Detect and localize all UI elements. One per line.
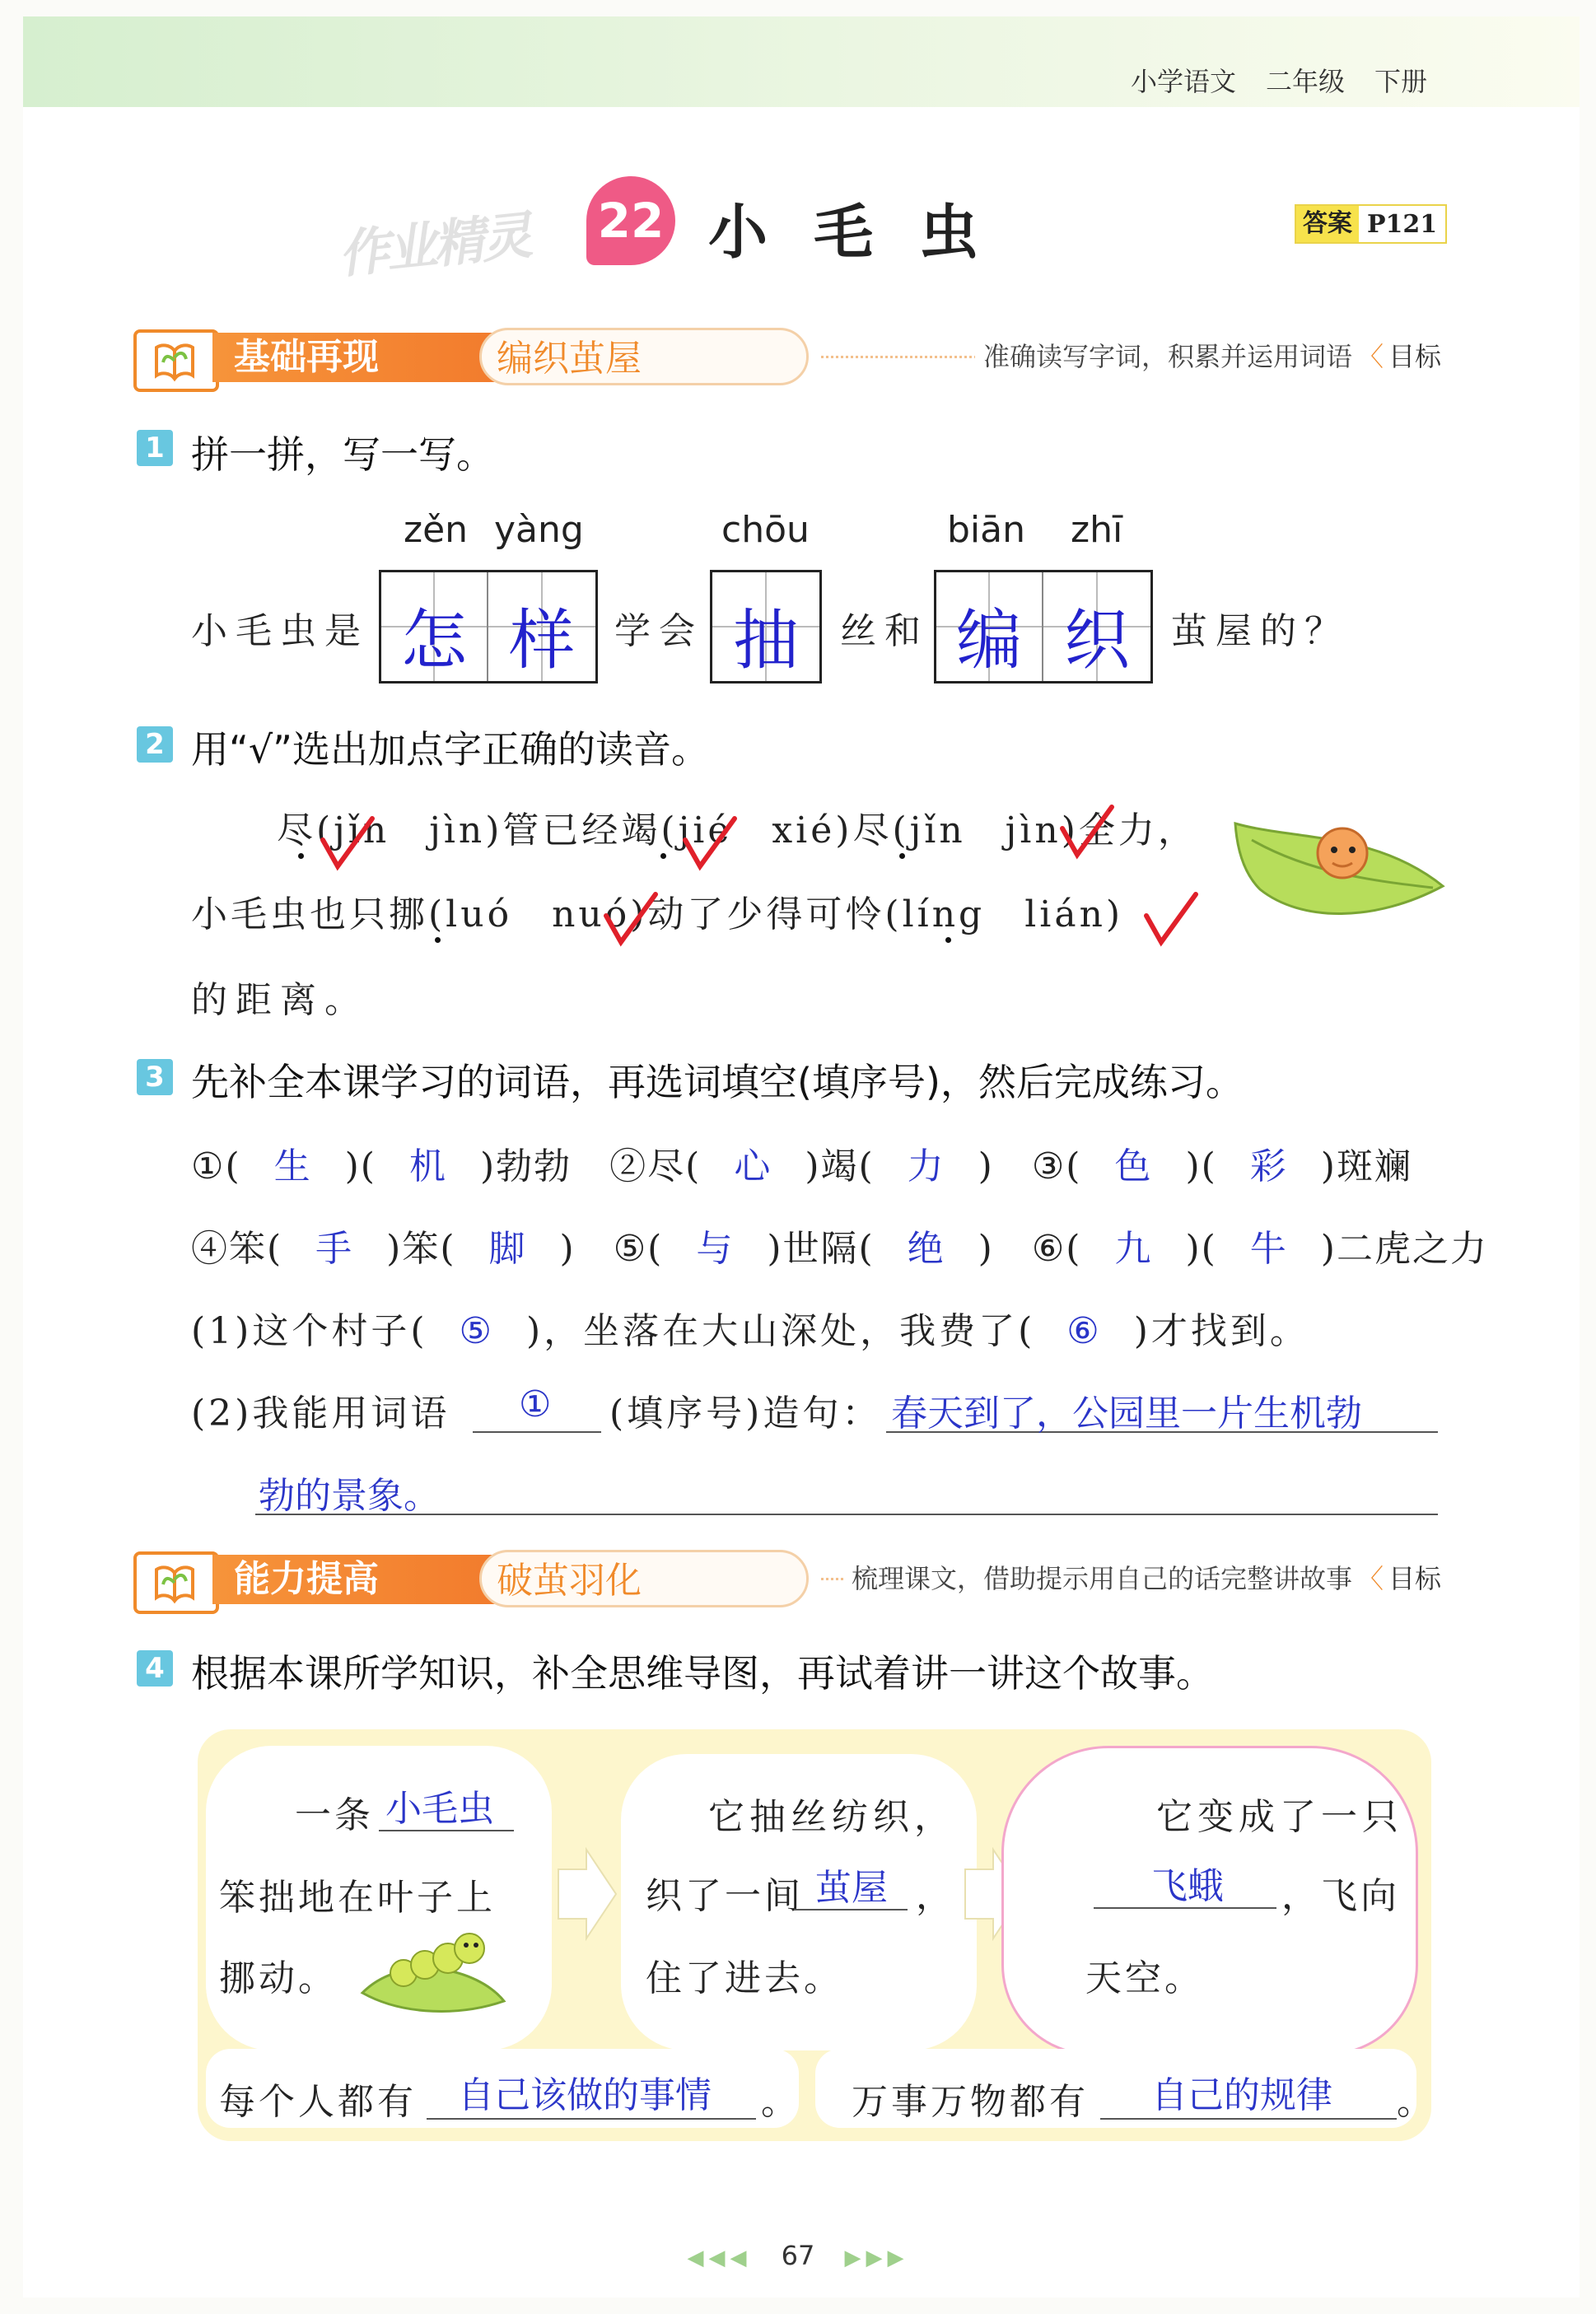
text: (1)这个村子(: [191, 1310, 428, 1352]
answer: 九: [1114, 1228, 1153, 1270]
text: ，: [916, 1875, 960, 1917]
answer: ⑤: [459, 1310, 495, 1352]
question-number: 3: [137, 1059, 173, 1095]
answer: 春天到了，公园里一片生机勃: [891, 1393, 1362, 1435]
answer: 自己该做的事情: [458, 2074, 712, 2116]
text: 它抽丝纺织，: [708, 1796, 955, 1838]
section-header-basic: [133, 324, 1441, 390]
text: )(: [344, 1145, 376, 1187]
page-number: 67: [781, 2240, 815, 2271]
emphasis-dot: [899, 853, 905, 859]
question-text: 根据本课所学知识，补全思维导图，再试着讲一讲这个故事。: [191, 1651, 1214, 1696]
answer-blank[interactable]: [473, 1431, 601, 1433]
pinyin: yàng: [494, 509, 584, 551]
emphasis-dot: [435, 937, 441, 943]
book-icon: [133, 329, 219, 392]
section-goal: [843, 1558, 1441, 1596]
question-text: 拼一拼，写一写。: [191, 432, 494, 477]
idiom-row: [191, 1219, 1488, 1271]
section-sub: [479, 1550, 809, 1607]
grade: 二年级: [1265, 66, 1345, 97]
check-mark-icon: [601, 891, 659, 949]
arrow-right-icon: [553, 1845, 619, 1943]
answer-page: P121: [1367, 209, 1438, 239]
text: 一条: [295, 1794, 374, 1836]
question-text: 先补全本课学习的词语，再选词填空(填序号)，然后完成练习。: [191, 1060, 1244, 1104]
check-mark-icon: [680, 815, 738, 873]
text: )世隔(: [767, 1228, 875, 1270]
sentence-part: 丝和: [840, 610, 929, 652]
book-info: [1131, 61, 1427, 99]
pinyin-choice-line: 尽(jǐn jìn)管已经竭(jié xié)尽(jǐn jìn)全力，: [277, 809, 1197, 851]
answer: ⑥: [1066, 1310, 1103, 1352]
watermark-logo: 作业精灵: [335, 205, 532, 285]
section-sub-text: 破茧羽化: [497, 1560, 642, 1602]
page-footer: [0, 2240, 1596, 2271]
answer-char: 编: [956, 602, 1022, 679]
answer: 手: [315, 1228, 354, 1270]
answer: 绝: [907, 1228, 945, 1270]
section-header-advanced: [133, 1547, 1441, 1612]
emphasis-dot: [660, 853, 666, 859]
text: )斑斓: [1320, 1145, 1412, 1187]
text: ③(: [1031, 1145, 1082, 1187]
section-label: 能力提高: [212, 1555, 516, 1604]
answer: 机: [408, 1145, 447, 1187]
answer: 小毛虫: [385, 1788, 494, 1830]
text: ，飞向: [1281, 1875, 1400, 1917]
text: ): [978, 1228, 994, 1270]
text: )(: [1185, 1228, 1217, 1270]
text: ①(: [191, 1145, 241, 1187]
sentence-part: 小毛虫是: [191, 610, 369, 652]
text: 万事万物都有: [852, 2081, 1089, 2123]
emphasis-dot: [945, 937, 951, 943]
pinyin: zhī: [1071, 509, 1123, 551]
goal-tag: 目标: [1388, 341, 1441, 372]
caterpillar-leaf-illustration: [1227, 807, 1449, 931]
text: 。: [761, 2081, 805, 2123]
book-icon: [133, 1551, 219, 1614]
text: 织了一间: [646, 1875, 804, 1917]
pinyin: zěn: [404, 509, 469, 551]
text: (填序号)造句：: [609, 1393, 882, 1435]
answer: ①: [519, 1383, 560, 1425]
text: ④笨(: [191, 1228, 283, 1270]
chevron-left-icon: 〈: [1356, 1563, 1384, 1594]
section-sub-text: 编织茧屋: [497, 338, 642, 380]
answer: 茧屋: [815, 1867, 888, 1909]
writing-grid: [934, 570, 1153, 683]
answer: 心: [734, 1145, 772, 1187]
text: 住了进去。: [646, 1957, 843, 1999]
triangle-left-icon: ◀◀◀: [687, 2246, 752, 2270]
answer: 彩: [1249, 1145, 1288, 1187]
answer: 自己的规律: [1151, 2074, 1332, 2116]
answer: 力: [907, 1145, 945, 1187]
writing-cell[interactable]: [381, 572, 488, 681]
answer-label: 答案: [1296, 206, 1359, 242]
sentence-part: 茧屋的？: [1171, 610, 1349, 652]
section-sub: [479, 328, 809, 385]
writing-grid: [379, 570, 598, 683]
question-number: 4: [137, 1650, 173, 1687]
section-goal: [975, 336, 1441, 374]
check-mark-icon: [318, 815, 376, 873]
writing-grid: [710, 570, 822, 683]
answer-blank[interactable]: [427, 2118, 756, 2120]
text: ②尽(: [609, 1145, 702, 1187]
text: 它变成了一只: [1156, 1796, 1403, 1838]
subject: 小学语文: [1130, 66, 1236, 97]
caterpillar-illustration: [354, 1919, 511, 2018]
check-mark-icon: [1141, 891, 1199, 949]
pinyin: chōu: [721, 509, 810, 551]
text: 。: [1397, 2081, 1441, 2123]
goal-tag: 目标: [1388, 1563, 1441, 1594]
text: )才找到。: [1133, 1310, 1309, 1352]
pinyin-choice-line: 小毛虫也只挪(luó nuó)动了少得可怜(líng lián): [191, 893, 1124, 935]
answer-char: 织: [1064, 602, 1130, 679]
emphasis-dot: [298, 853, 304, 859]
answer: 牛: [1249, 1228, 1288, 1270]
check-mark-icon: [1057, 804, 1115, 861]
answer: 飞蛾: [1151, 1865, 1224, 1907]
text: )笨(: [386, 1228, 456, 1270]
answer: 色: [1114, 1145, 1153, 1187]
answer-blank[interactable]: [1100, 2118, 1397, 2120]
lesson-number: 22: [586, 176, 675, 265]
answer-char: 怎: [401, 602, 467, 679]
text: )竭(: [805, 1145, 875, 1187]
answer: 勃的景象。: [259, 1475, 440, 1517]
text: )，坐落在大山深处，我费了(: [525, 1310, 1036, 1352]
writing-cell[interactable]: [1043, 572, 1150, 681]
answer-char: 抽: [733, 602, 799, 679]
text: 挪动。: [219, 1957, 338, 1999]
sentence-part: 学会: [614, 610, 703, 652]
answer: 脚: [488, 1228, 527, 1270]
text: )勃勃: [479, 1145, 572, 1187]
section-label: 基础再现: [212, 333, 516, 382]
writing-cell[interactable]: [712, 572, 819, 681]
text: ): [559, 1228, 576, 1270]
text: ⑤(: [613, 1228, 664, 1270]
answer-reference: [1295, 204, 1447, 244]
goal-text: 梳理课文，借助提示用自己的话完整讲故事: [851, 1563, 1352, 1594]
question-number: 1: [137, 430, 173, 466]
triangle-right-icon: ▶▶▶: [844, 2246, 909, 2270]
text: )二虎之力: [1320, 1228, 1488, 1270]
writing-cell[interactable]: [488, 572, 595, 681]
answer: 生: [273, 1145, 312, 1187]
pinyin: biān: [947, 509, 1026, 551]
chevron-left-icon: 〈: [1356, 341, 1384, 372]
fill-in-sentence: [191, 1301, 1309, 1354]
answer-char: 样: [509, 602, 575, 679]
text: 笨拙地在叶子上: [219, 1877, 496, 1919]
text: 天空。: [1085, 1957, 1204, 1999]
text: ): [978, 1145, 994, 1187]
pinyin-choice-line: 的距离。: [191, 979, 369, 1021]
goal-text: 准确读写字词，积累并运用词语: [982, 341, 1352, 372]
text: ⑥(: [1031, 1228, 1082, 1270]
idiom-row: [191, 1136, 1412, 1189]
question-number: 2: [137, 726, 173, 763]
writing-cell[interactable]: [936, 572, 1043, 681]
lesson-title: 小毛虫: [708, 198, 1025, 267]
text: 每个人都有: [219, 2081, 417, 2123]
text: )(: [1185, 1145, 1217, 1187]
volume: 下册: [1374, 66, 1427, 97]
text: (2)我能用词语: [191, 1393, 450, 1435]
answer: 与: [696, 1228, 735, 1270]
question-text: 用“√”选出加点字正确的读音。: [191, 727, 709, 772]
